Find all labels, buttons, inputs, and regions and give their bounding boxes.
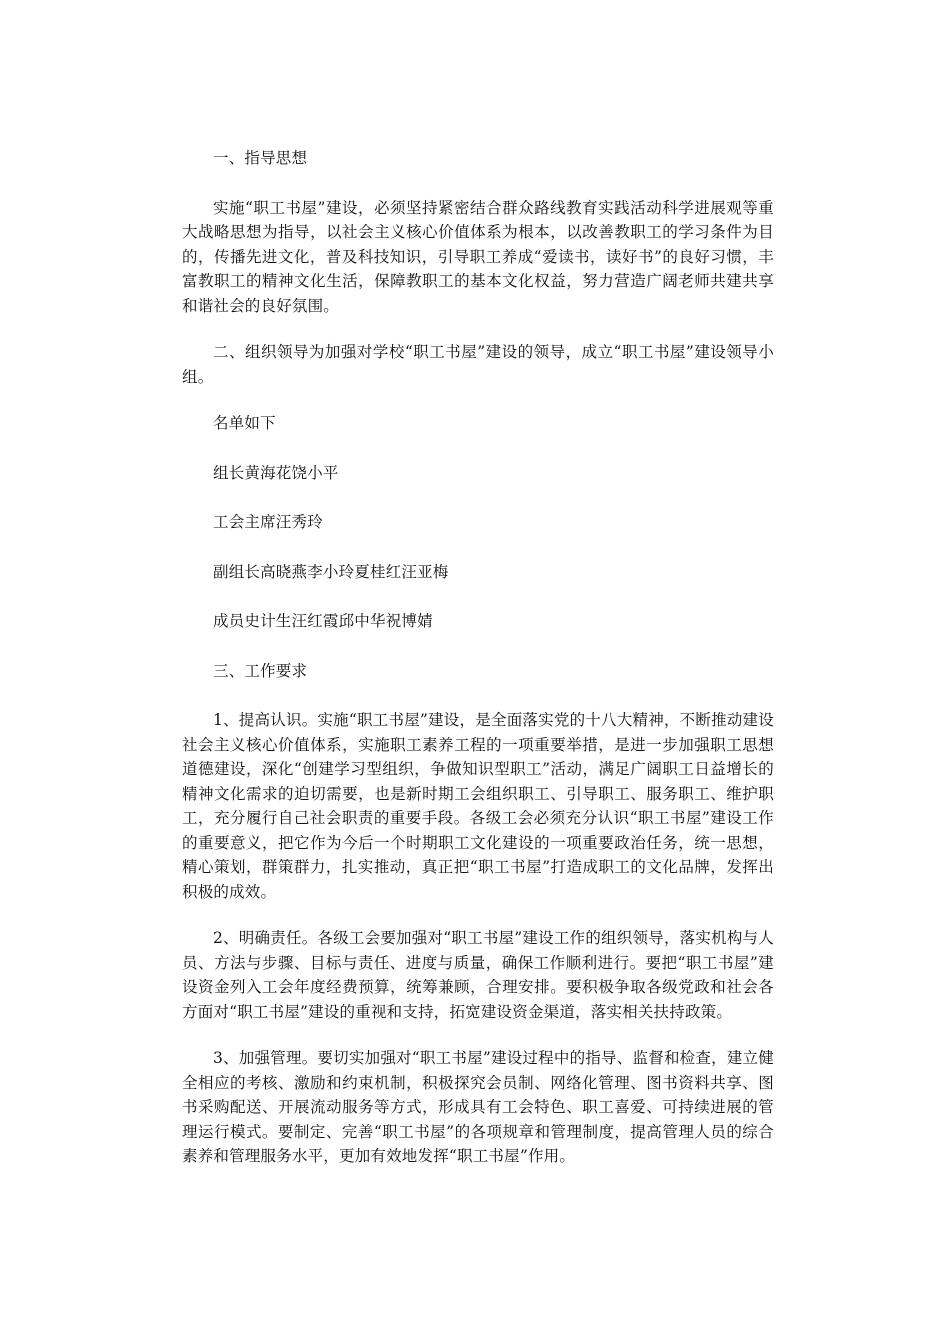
document-page [182,146,774,1191]
leader-line: 组长黄海花饶小平 [213,463,339,482]
section3-heading: 三、工作要求 [213,661,308,680]
members-line: 成员史计生汪红霞邱中华祝博婧 [213,612,433,630]
section2-body: 二、组织领导为加强对学校“职工书屋”建设的领导，成立“职工书屋”建设领导小组。 [182,343,774,386]
list-intro: 名单如下 [213,414,276,432]
union-chair-line: 工会主席汪秀玲 [213,513,323,531]
deputy-leaders-line: 副组长高晓燕李小玲夏桂红汪亚梅 [213,562,449,581]
requirement-2: 2、明确责任。各级工会要加强对“职工书屋”建设工作的组织领导，落实机构与人员、方法与步骤、目标与责任、进度与质量，确保工作顺利进行。要把“职工书屋”建设资金列入工会年度经费预算，统筹兼顾，合理安排。要积极争取各级党政和社会各方面对“职工书屋”建设的重视和支持，拓宽建设资金渠道，落实相关扶持政策。 [182,929,774,1021]
requirement-1: 1、提高认识。实施“职工书屋”建设，是全面落实党的十八大精神，不断推动建设社会主义核心价值体系，实施职工素养工程的一项重要举措，是进一步加强职工思想道德建设，深化“创建学习型组织，争做知识型职工”活动，满足广阔职工日益增长的精神文化需求的迫切需要，也是新时期工会组织职工、引导职工、服务职工、维护职工，充分履行自己社会职责的重要手段。各级工会必须充分认识“职工书屋”建设工作的重要意义，把它作为今后一个时期职工文化建设的一项重要政治任务，统一思想，精心策划，群策群力，扎实推动，真正把“职工书屋”打造成职工的文化品牌，发挥出积极的成效。 [182,711,774,901]
section1-heading: 一、指导思想 [213,149,308,167]
requirement-3: 3、加强管理。要切实加强对“职工书屋”建设过程中的指导、监督和检查，建立健全相应的考核、激励和约束机制，积极探究会员制、网络化管理、图书资料共享、图书采购配送、开展流动服务等方式，形成具有工会特色、职工喜爱、可持续进展的管理运行模式。要制定、完善“职工书屋”的各项规章和管理制度，提高管理人员的综合素养和管理服务水平，更加有效地发挥“职工书屋”作用。 [182,1049,774,1165]
section1-body: 实施“职工书屋”建设，必须坚持紧密结合群众路线教育实践活动科学进展观等重大战略思想为指导，以社会主义核心价值体系为根本，以改善教职工的学习条件为目的，传播先进文化，普及科技知识，引导职工养成“爱读书，读好书”的良好习惯，丰富教职工的精神文化生活，保障教职工的基本文化权益，努力营造广阔老师共建共享和谐社会的良好氛围。 [182,198,774,315]
